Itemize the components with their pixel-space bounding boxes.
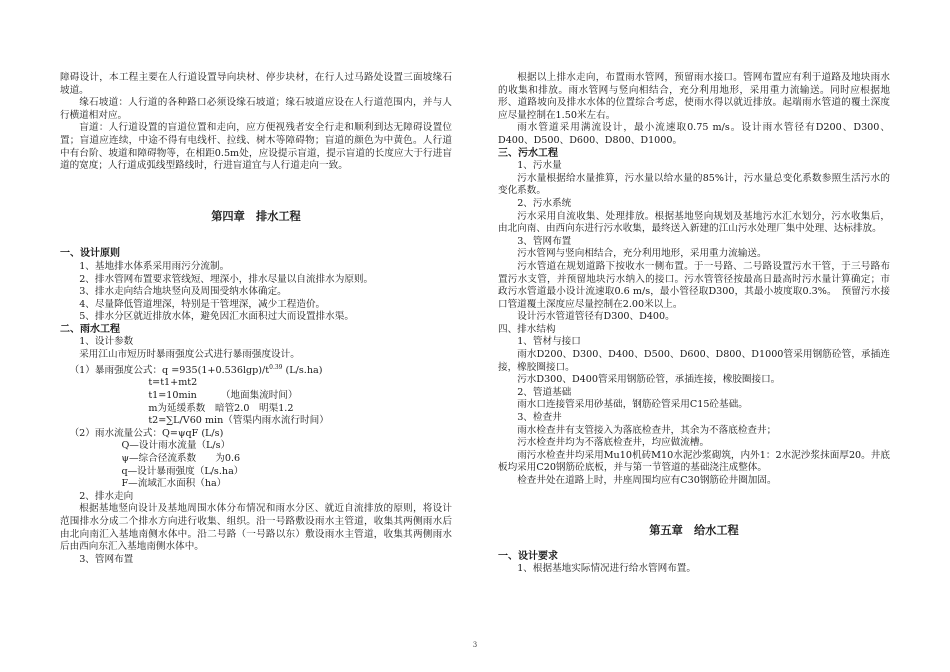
formula-line: ψ—综合径流系数 为0.6 <box>121 453 241 464</box>
formula-line: t1=10min （地面集流时间） <box>148 390 298 402</box>
paragraph: 雨水检查井有支管接入为落底检查井，其余为不落底检查井； <box>517 424 777 436</box>
chapter-title: 第五章 给水工程 <box>649 524 739 538</box>
formula-line: m为延缓系数 暗管2.0 明渠1.2 <box>148 402 294 414</box>
page-number: 3 <box>472 641 478 649</box>
paragraph: 缘石坡道：人行道的各种路口必须设缘石坡道；缘石坡道应设在人行道范围内，并与人行横道相对应。 <box>60 97 452 121</box>
subsection-heading: 2、污水系统 <box>517 197 572 209</box>
paragraph: 雨污水检查井均采用Mu10机砖M10水泥沙浆砌筑，内外1：2水泥沙浆抹面厚20。井底板均采用C20钢筋砼底板，并与第一节管道的基础浇注成整体。 <box>498 449 890 474</box>
paragraph: 雨水D200、D300、D400、D500、D600、D800、D1000管采用钢筋砼管，承插连接，橡胶圈接口。 <box>498 349 890 373</box>
paragraph: 污水管道在规划道路下按收水一侧布置。于一号路、二号路设置污水干管，于三号路布置污水支管，并预留地块污水纳入的接口。污水管管径按最高日最高时污水量计算确定；市政污水管道最小设计流速取0.6 m/s，最小管径取D300，其最小坡度取0.3%。 预留污水接口管道覆土深度应尽量控制在2.00米以上。 <box>498 260 890 310</box>
formula-line: t2=∑L/V60 min（管渠内雨水流行时间） <box>148 415 329 427</box>
formula: （2）雨水流量公式：Q=ψqF (L/s) <box>69 427 224 439</box>
list-item: 5、排水分区就近排放水体，避免因汇水面积过大而设置排水渠。 <box>79 311 354 323</box>
subsection-heading: 2、排水走向 <box>79 490 134 502</box>
section-heading: 一、设计原则 <box>60 248 120 260</box>
paragraph: 雨水口连接管采用砂基础，钢筋砼管采用C15砼基础。 <box>517 399 748 411</box>
left-column <box>60 72 452 566</box>
formula-exponent: 0.39 <box>269 363 283 371</box>
paragraph: 根据以上排水走向，布置雨水管网，预留雨水接口。管网布置应有利于道路及地块雨水的收集和排放。雨水管网与竖向相结合，充分利用地形，采用重力流输送。同时应根据地形、道路坡向及排水水体的位置综合考虑，使雨水得以就近排放。起端雨水管道的覆土深度应尽量控制在1.50米左右。 <box>498 72 890 121</box>
paragraph: 盲道：人行道设置的盲道位置和走向，应方便视残者安全行走和顺利到达无障碍设置位置；盲道应连续，中途不得有电线杆、拉线、树木等障碍物；盲道的颜色为中黄色。人行道中有台阶、坡道和障碍物等，在相距0.5m处，应设提示盲道，提示盲道的长度应大于行进盲道的宽度；人行道成弧线型路线时，行进盲道宜与人行道走向一致。 <box>60 122 452 172</box>
section-heading: 三、污水工程 <box>498 147 558 159</box>
formula-line: t=t1+mt2 <box>148 377 198 389</box>
formula-line: F—流域汇水面积（ha） <box>121 478 227 490</box>
formula-line: q—设计暴雨强度（L/s.ha） <box>121 465 244 477</box>
right-column <box>498 72 890 576</box>
subsection-heading: 2、管道基础 <box>517 386 572 398</box>
section-heading: 一、设计要求 <box>498 550 558 562</box>
paragraph: 污水D300、D400管采用钢筋砼管，承插连接，橡胶圈接口。 <box>517 374 781 386</box>
chapter-title: 第四章 排水工程 <box>211 209 301 223</box>
paragraph: 污水量根据给水量推算，污水量以给水量的85%计，污水量总变化系数参照生活污水的变化系数。 <box>498 172 890 197</box>
formula-line: Q—设计雨水流量（L/s） <box>121 440 231 452</box>
paragraph: 设计污水管道管径有D300、D400。 <box>517 311 675 323</box>
list-item: 1、基地排水体系采用雨污分流制。 <box>79 260 230 272</box>
paragraph: 雨水管道采用满流设计，最小流速取0.75 m/s。设计雨水管径有D200、D300、D400、D500、D600、D800、D1000。 <box>498 122 890 146</box>
subsection-heading: 3、检查井 <box>517 412 562 424</box>
subsection-heading: 1、设计参数 <box>79 336 134 348</box>
formula-unit: (L/s.ha) <box>282 364 323 376</box>
paragraph: 污水检查井均为不落底检查井，均应做流槽。 <box>517 437 710 449</box>
formula <box>60 362 452 378</box>
paragraph: 根据基地竖向设计及基地周围水体分布情况和雨水分区、就近自流排放的原则，将设计范围排水分成二个排水方向进行收集、组织。沿一号路敷设雨水主管道，收集其两侧雨水后由北向南汇入基地南侧水体中。沿二号路（一号路以东）敷设雨水主管道，收集其两侧雨水后由西向东汇入基地南侧水体中。 <box>60 503 452 553</box>
paragraph: 检查井处在道路上时，井座周围均应有C30钢筋砼井圈加固。 <box>517 475 777 486</box>
formula-text: （1）暴雨强度公式：q =935(1+0.536lgp)/t <box>69 364 270 376</box>
paragraph: 污水管网与竖向相结合，充分利用地形，采用重力流输送。 <box>517 248 767 260</box>
section-heading: 四、排水结构 <box>498 323 556 335</box>
paragraph: 采用江山市短历时暴雨强度公式进行暴雨强度设计。 <box>79 349 300 361</box>
subsection-heading: 1、污水量 <box>517 160 562 172</box>
subsection-heading: 1、管材与接口 <box>517 336 581 348</box>
subsection-heading: 3、管网布置 <box>517 235 572 247</box>
paragraph: 污水采用自流收集、处理排放。根据基地竖向规划及基地污水汇水划分，污水收集后，由北向南、由西向东进行污水收集，最终送入新建的江山污水处理厂集中处理、达标排放。 <box>498 210 890 235</box>
list-item: 1、根据基地实际情况进行给水管网布置。 <box>517 563 696 575</box>
subsection-heading: 3、管网布置 <box>79 553 134 565</box>
list-item: 2、排水管网布置要求管线短、埋深小，排水尽量以自流排水为原则。 <box>79 273 374 285</box>
list-item: 3、排水走向结合地块竖向及周围受纳水体确定。 <box>79 286 287 298</box>
list-item: 4、尽量降低管道埋深，特别是干管埋深，减少工程造价。 <box>79 298 326 310</box>
section-heading: 二、雨水工程 <box>60 323 120 335</box>
paragraph: 障碍设计，本工程主要在人行道设置导向块材、停步块材，在行人过马路处设置三面坡缘石坡道。 <box>60 72 452 96</box>
